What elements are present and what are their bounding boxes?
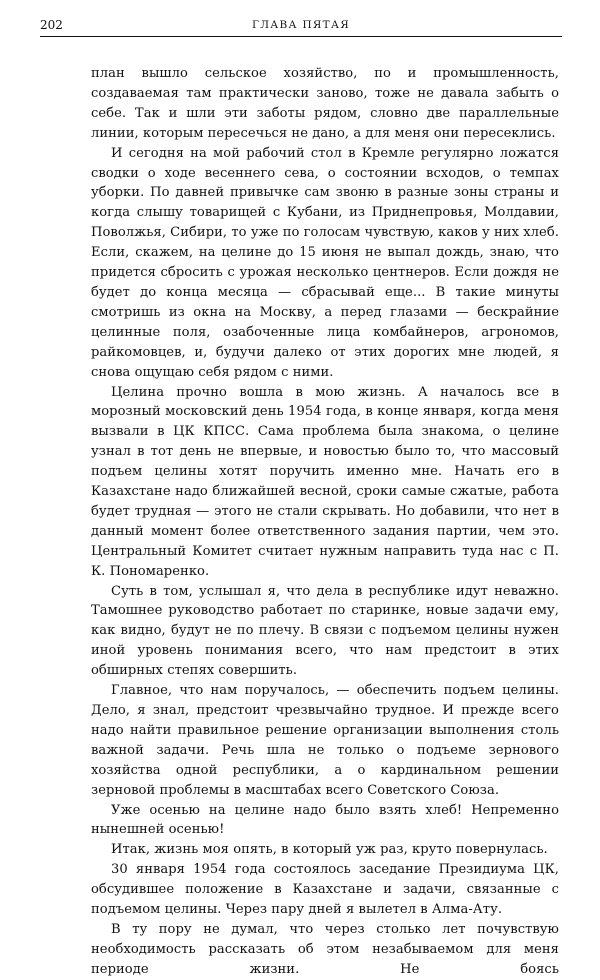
header-rule xyxy=(40,36,562,37)
paragraph: Главное, что нам поручалось, — обеспечить подъем целины. Дело, я знал, предстоит чрезвычайно трудное. И прежде всего надо найти правильное решение организации выполнения столь важной задачи. Речь шла не только о подъеме зернового хозяйства одной республики, а о кардинальном решении зерновой проблемы в масштабах всего Советского Союза. xyxy=(91,683,559,798)
paragraph: план вышло сельское хозяйство, по и промышленность, создаваемая там практически заново, тоже не давала забыть о себе. Так и шли эти заботы рядом, словно две параллельные линии, которым пересечься не дано, а для меня они пересеклись. xyxy=(91,66,559,141)
paragraph: Уже осенью на целине надо было взять хлеб! Непременно нынешней осенью! xyxy=(91,802,559,838)
paragraph: И сегодня на мой рабочий стол в Кремле регулярно ложатся сводки о ходе весеннего сева, о состоянии всходов, о темпах уборки. По давней привычке сам звоню в разные зоны страны и когда слышу товарищей с Кубани, из Приднепровья, Молдавии, Поволжья, Сибири, то уже по голосам чувствую, каков у них хлеб. Если, скажем, на целине до 15 июня не выпал дождь, знаю, что придется сбросить с урожая несколько центнеров. Если дождя не будет до конца месяца — сбрасывай еще... В такие минуты смотришь из окна на Москву, а перед глазами — бескрайние целинные поля, озабоченные лица комбайнеров, агрономов, райкомовцев, и, будучи далеко от этих дорогих мне людей, я снова ощущаю себя рядом с ними. xyxy=(91,145,559,380)
paragraph: В ту пору не думал, что через столько лет почувствую необходимость рассказать об этом незабываемом для меня периоде жизни. Не боясь xyxy=(91,921,559,977)
paragraph: Суть в том, услышал я, что дела в республике идут неважно. Тамошнее руководство работает по старинке, новые задачи ему, как видно, будут не по плечу. В связи с подъемом целины нужен иной уровень понимания всего, что нам предстоит в этих обширных степях совершить. xyxy=(91,583,559,679)
paragraph: 30 января 1954 года состоялось заседание Президиума ЦК, обсудившее положение в Казахстане и задачи, связанные с подъемом целины. Через пару дней я вылетел в Алма-Ату. xyxy=(91,862,559,918)
paragraph: Целина прочно вошла в мою жизнь. А началось все в морозный московский день 1954 года, в конце января, когда меня вызвали в ЦК КПСС. Сама проблема была знакома, о целине узнал в тот день не впервые, и новостью было то, что массовый подъем целины хотят поручить именно мне. Начать его в Казахстане надо ближайшей весной, сроки самые сжатые, работа будет трудная — этого не стали скрывать. Но добавили, что нет в данный момент более ответственного задания партии, чем это. Центральный Комитет считает нужным направить туда нас с П. К. Пономаренко. xyxy=(91,384,559,579)
running-head xyxy=(40,17,562,39)
paragraph: Итак, жизнь моя опять, в который уж раз, круто повернулась. xyxy=(111,842,548,858)
chapter-title: ГЛАВА ПЯТАЯ xyxy=(251,19,351,31)
page-number: 202 xyxy=(40,18,63,32)
body-text xyxy=(91,64,559,980)
